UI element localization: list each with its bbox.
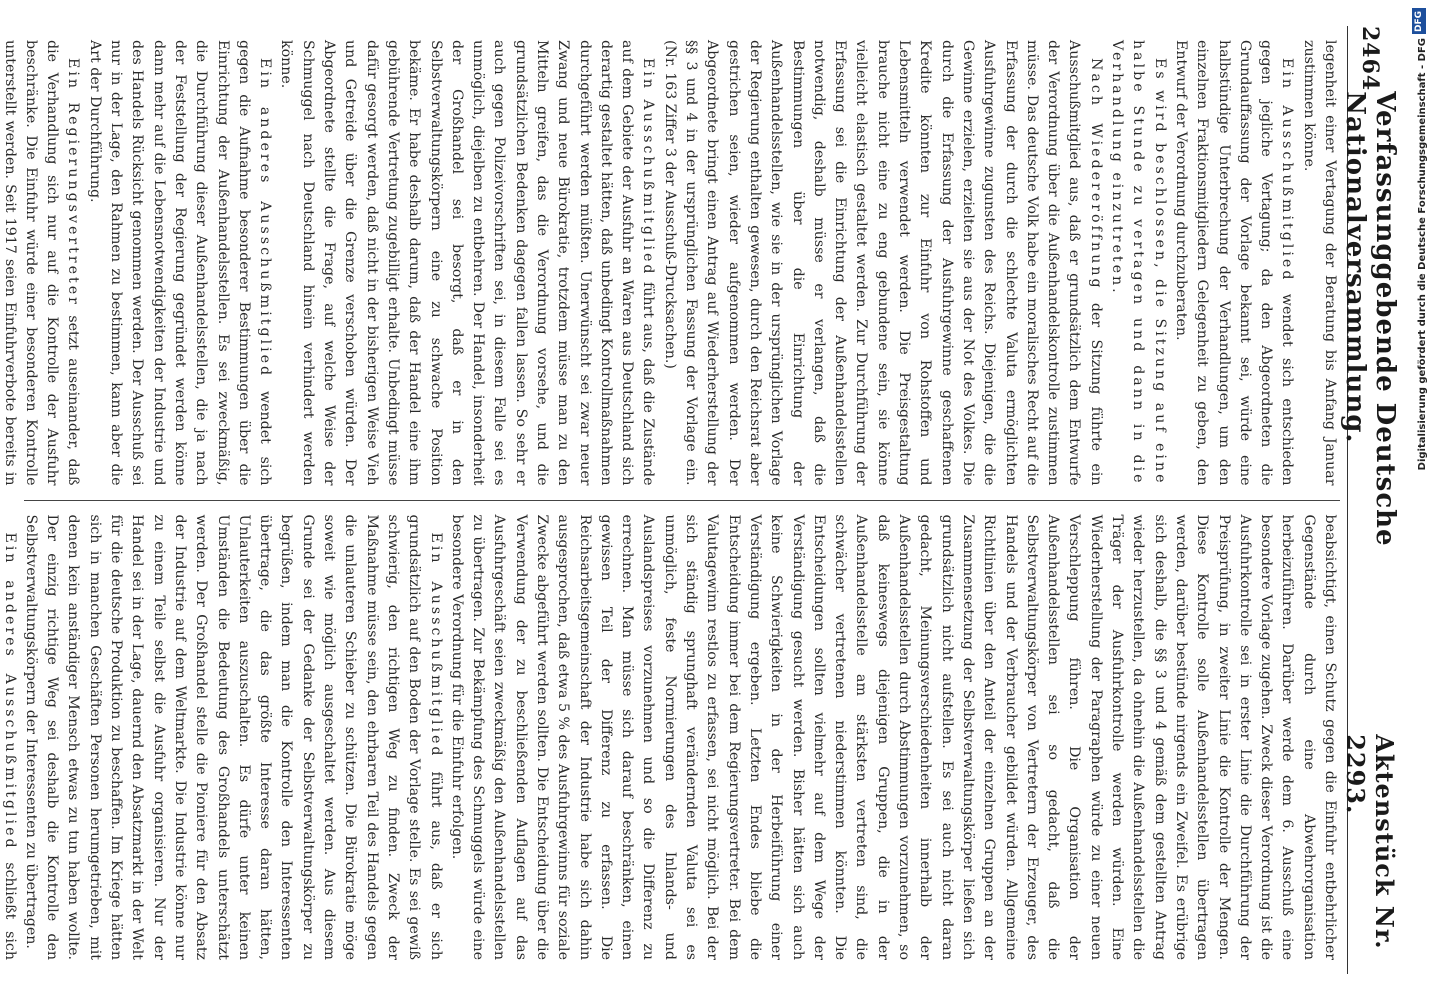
paragraph-text: wendet sich entschieden gegen jegliche Vertagung; da den Abgeordneten die Grundauffassung der Vorlage bekannt sei, würde eine halbstündige Unterbrechung der Verhandlungen, um den einzelnen Fraktionsmitgliedern Gelegenheit zu geben, den Entwurf der Verordnung durchzuberaten. xyxy=(1172,40,1296,486)
paragraph xyxy=(83,40,275,486)
document-number: Aktenstück Nr. 2293. xyxy=(1341,734,1399,950)
dfg-credit-text: Digitalisierung gefördert durch die Deutsche Forschungsgemeinschaft - DFG xyxy=(1417,38,1428,471)
spaced-heading: Ein Regierungsvertreter xyxy=(65,58,82,307)
spaced-heading: Ein anderes Ausschußmitglied xyxy=(257,58,274,379)
spaced-heading: Nach Wiedereröffnung xyxy=(1087,58,1104,291)
column-right xyxy=(1,500,1340,975)
paragraph xyxy=(446,515,1340,961)
paragraph-text: legenheit einer Vertagung der Beratung bis Anfang Januar zustimmen könne. xyxy=(1300,40,1338,486)
paragraph-text: führt aus, daß die Zustände auf dem Gebiete der Ausfuhr an Waren aus Deutschland sich derartig gestaltet hätten, daß unbedingt Kontrollmaßnahmen durchgeführt werden müßten. Unerwünscht sei zwar neuer Zwang und neue Bürokratie, trotzdem müsse man zu den Mitteln greifen, das die Verordnung vorsehe, und die grundsätzlichen Bedenken dagegen fallen lassen. So sehr er auch gegen Polizeivorschriften sei, in diesem Falle sei es unmöglich, diejelben zu entbehren. Der Handel, insonderheit der Großhandel sei besorgt, daß er in den Selbstverwaltungskörpern eine zu schwache Position bekäme. Er habe deshalb darum, daß der Handel eine ihm gebührende Vertretung zugebilligt erhalte. Unbedingt müsse dafür gesorgt werden, daß nicht in der bisherigen Weise Vieh und Getreide über die Grenze verschoben würden. Der Abgeordnete stellte die Frage, auf welche Weise der Schmuggel nach Deutschland hinein verhindert werden könne. xyxy=(278,40,657,486)
paragraph-text: schließt sich xyxy=(1,862,18,960)
page-number: 2464 xyxy=(1357,26,1383,92)
spaced-heading: Ein anderes Ausschußmitglied xyxy=(1,532,18,851)
dfg-logo: DFG xyxy=(1412,8,1426,34)
paragraph-text: führt aus, daß er sich grundsätzlich auf den Boden der Vorlage stelle. Es sei gewiß schwierig, den richtigen Weg zu finden. Zweck der Maßnahme müsse sein, den ehrbaren Teil des Handels gegen die unlauteren Schieber zu schützen. Die Bürokratie möge soweit wie möglich ausgeschaltet werden. Aus diesem Grunde sei der Gedanke der Selbstverwaltungskörper zu begrüßen, indem man die Kontrolle den Interessenten übertrage, die das größte Interesse daran hätten, Unlauterkeiten auszuschalten. Es dürfe unter keinen Umständen die Bedeutung des Großhandels unterschätzt werden. Der Großhandel stelle die Pioniere für den Absatz der Industrie auf dem Weltmarkte. Die Industrie könne nur zu einem Teile selbst die Ausfuhr organisieren. Nur der Handel sei in der Lage, dauernd den Absatzmarkt in der Welt für die deutsche Produktion zu beschaffen. Im Kriege hätten sich in manchen Geschäften Personen herumgetrieben, mit denen kein anständiger Mensch etwas zu tun haben wollte. Der einzig richtige Weg sei deshalb die Kontrolle den Selbstverwaltungskörpern der Interessenten zu übertragen. xyxy=(22,514,444,960)
paragraph xyxy=(20,515,446,961)
spaced-heading: Ein Ausschußmitglied xyxy=(1279,58,1296,283)
paragraph xyxy=(0,40,83,486)
page-header xyxy=(1340,26,1400,974)
paragraph xyxy=(1297,40,1340,486)
paragraph xyxy=(275,40,658,486)
paragraph-text: setzt auseinander, daß die Verhandlung sich nur auf die Kontrolle der Ausfuhr beschränke. Die Einfuhr würde einer besonderen Kontrolle unterstellt werden. Seit 1917 seien Einfuhrverbote bereits in xyxy=(1,40,82,486)
scanned-page xyxy=(1,18,1400,982)
spaced-heading: Ein Ausschußmitglied xyxy=(640,58,657,277)
paragraph xyxy=(659,40,1106,486)
rotated-sheet xyxy=(1,18,1400,982)
spaced-heading: Ein Ausschußmitglied xyxy=(427,532,444,759)
paragraph xyxy=(0,515,20,961)
spaced-heading: Es wird beschlossen, die Sitzung auf eine halbe Stunde zu vertagen und dann in die Verhandlung einzutreten. xyxy=(1109,40,1168,486)
paragraph xyxy=(1106,40,1170,486)
paragraph-text: der Sitzung führte ein Ausschußmitglied aus, daß er grundsätzlich dem Entwurfe der Verordnung über die Außenhandelskontrolle zustimmen müsse. Das deutsche Volk habe ein moralisches Recht auf die Erfassung der durch die schlechte Valuta ermöglichten Ausfuhrgewinne zugunsten des Reichs. Diejenigen, die die Gewinne erzielen, erzielten sie aus der Not des Volkes. Die durch die Erfassung der Ausfuhrgewinne geschaffenen Kredite könnten zur Einfuhr von Rohstoffen und Lebensmitteln verwendet werden. Die Preisgestaltung brauche nicht eine zu eng gebundene sein, sie könne vielleicht elastisch gestaltet werden. Zur Durchführung der Erfassung sei die Einrichtung der Außenhandelsstellen notwendig, deshalb müsse er verlangen, daß die Bestimmungen über die Einrichtung der Außenhandelsstellen, wie sie in der ursprünglichen Vorlage der Regierung enthalten gewesen, durch den Reichsrat aber gestrichen seien, wieder aufgenommen werden. Der Abgeordnete bringt einen Antrag auf Wiederherstellung der §§ 3 und 4 in der ursprünglichen Fassung der Vorlage ein. (Nr. 163 Ziffer 3 der Ausschuß-Drucksachen.) xyxy=(661,40,1104,486)
paragraph xyxy=(1170,40,1298,486)
paragraph-text: wendet sich gegen die Aufnahme besonderer Bestimmungen über die Einrichtung der Außenhandelsstellen. Es sei zweckmäßig, die Durchführung dieser Außenhandelsstellen, die ja nach der Feststellung der Regierung gegründet werden könne dann mehr auf die Lebensnotwendigkeiten der Industrie und des Handels Rücksicht genommen werden. Der Ausschuß sei nur in der Lage, den Rahmen zu bestimmen, kann aber die Art der Durchführung. xyxy=(86,40,274,486)
column-left xyxy=(1,26,1340,500)
text-columns xyxy=(1,26,1340,974)
paragraph-text: beabsichtigt, einen Schutz gegen die Einfuhr entbehrlicher Gegenstände durch eine Abwehrorganisation herbeizuführen. Darüber werde dem 6. Ausschuß eine besondere Vorlage zugehen. Zweck dieser Verordnung ist die Ausfuhrkontrolle sei in erster Linie die Durchführung der Preisprüfung, in zweiter Linie die Kontrolle der Mengen. Diese Kontrolle solle Außenhandelsstellen übertragen werden, darüber bestünde nirgends ein Zweifel. Es erübrige sich deshalb, die §§ 3 und 4 gemäß dem gestellten Antrag wieder herzustellen, da ohnehin die Außenhandelsstellen die Träger der Ausfuhrkontrolle werden würden. Eine Wiederherstellung der Paragraphen würde zu einer neuen Verschleppung führen. Die Organisation der Außenhandelsstellen sei so gedacht, daß die Selbstverwaltungskörper von Vertretern der Erzeuger, des Handels und der Verbraucher gebildet würden. Allgemeine Richtlinien über den Anteil der einzelnen Gruppen an der Zusammensetzung der Selbstverwaltungskörper ließen sich grundsätzlich nicht aufstellen. Es sei auch nicht daran gedacht, Meinungsverschiedenheiten innerhalb der Außenhandelsstellen durch Abstimmungen vorzunehmen, so daß keineswegs diejenigen Gruppen, die in der Außenhandelsstelle am stärksten vertreten sind, die schwächer vertretenen niederstimmen könnten. Die Entscheidungen sollten vielmehr auf dem Wege der Verständigung gesucht werden. Bisher hätten sich auch keine Schwierigkeiten in der Herbeiführung einer Verständigung ergeben. Letzten Endes bliebe die Entscheidung immer bei dem Regierungsvertreter. Bei dem Valutagewinn restlos zu erfassen, sei nicht möglich. Bei der sich ständig sprunghaft verändernden Valuta sei es unmöglich, feste Normierungen des Inlands- und Auslandspreises vorzunehmen und so die Differenz zu errechnen. Man müsse sich darauf beschränken, einen gewissen Teil der Differenz zu erfassen. Die Reichsarbeitsgemeinschaft der Industrie habe sich dahin ausgesprochen, daß etwa 5 % des Ausfuhrgewinns für soziale Zwecke abgeführt werden sollten. Die Entscheidung über die Verwendung der zu beschließenden Auflagen auf das Ausfuhrgeschäft seien zweckmäßig den Außenhandelsstellen zu übertragen. Zur Bekämpfung des Schmuggels würde eine besondere Verordnung für die Einfuhr erfolgen. xyxy=(448,514,1338,960)
page-title: Verfassunggebende Deutsche Nationalversammlung. xyxy=(1340,91,1400,547)
dfg-credit-strip xyxy=(1404,0,1434,1000)
